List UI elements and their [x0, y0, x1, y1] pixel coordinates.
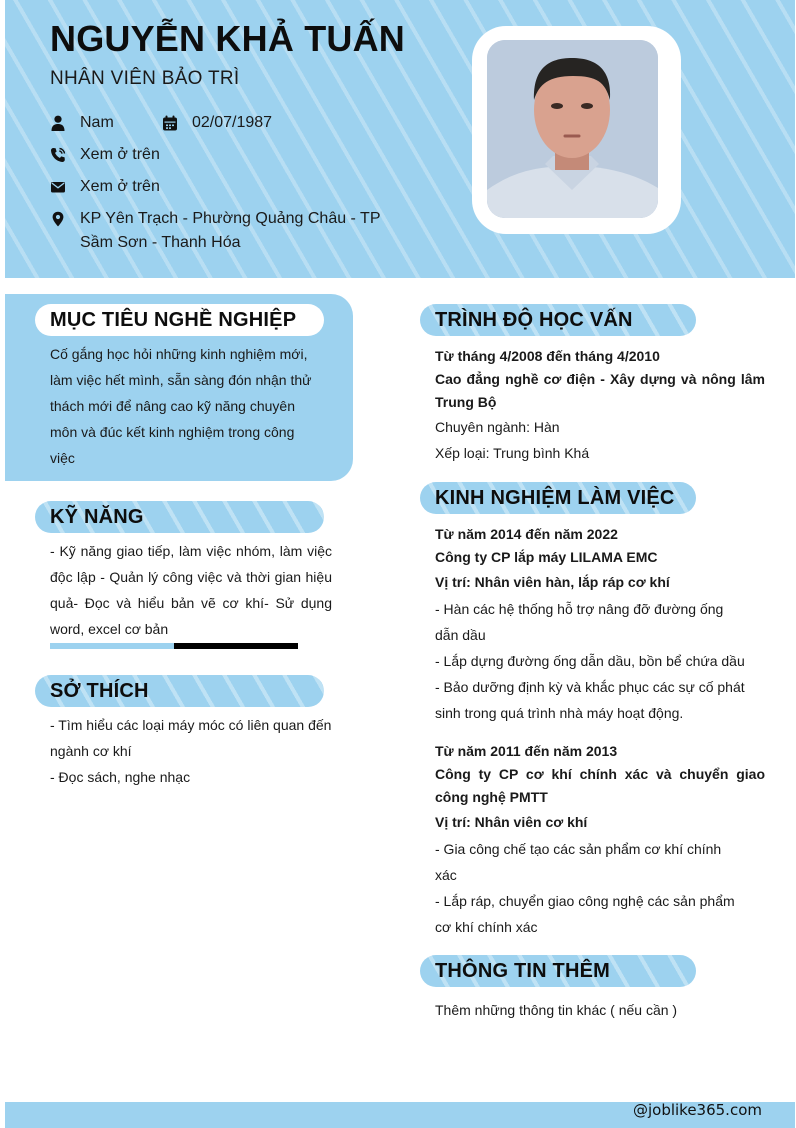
skill-level-fill — [50, 643, 174, 649]
address-row — [50, 207, 410, 255]
objective-text: Cố gắng học hỏi những kinh nghiệm mới, làm việc hết mình, sẵn sàng đón nhận thử thách mới để nâng cao kỹ năng chuyên môn và đúc kết kinh nghiệm trong công việc — [50, 346, 312, 466]
education-grade: Xếp loại: Trung bình Khá — [435, 445, 590, 461]
phone-row — [50, 143, 160, 167]
gender-row — [50, 111, 114, 135]
education-period: Từ tháng 4/2008 đến tháng 4/2010 — [435, 348, 660, 364]
hobby-item: - Tìm hiểu các loại máy móc có liên quan đến ngành cơ khí — [50, 717, 332, 759]
birthday-value: 02/07/1987 — [192, 114, 273, 131]
skill-level-bar — [50, 643, 298, 649]
gender-value: Nam — [80, 114, 114, 131]
phone-value: Xem ở trên — [80, 146, 160, 163]
candidate-name: NGUYỄN KHẢ TUẤN — [50, 18, 406, 59]
job-duty: - Gia công chế tạo các sản phẩm cơ khí chính xác — [435, 841, 722, 883]
job-period: Từ năm 2014 đến năm 2022 — [435, 526, 618, 542]
education-major: Chuyên ngành: Hàn — [435, 419, 560, 435]
objective-heading: MỤC TIÊU NGHỀ NGHIỆP — [35, 304, 324, 336]
job-position: Vị trí: Nhân viên hàn, lắp ráp cơ khí — [435, 574, 670, 590]
footer-watermark: @joblike365.com — [632, 1101, 762, 1119]
experience-heading: KINH NGHIỆM LÀM VIỆC — [420, 482, 696, 514]
skills-heading: KỸ NĂNG — [35, 501, 324, 533]
email-row — [50, 175, 160, 199]
hobby-item: - Đọc sách, nghe nhạc — [50, 769, 191, 785]
map-pin-icon — [50, 211, 66, 227]
email-value: Xem ở trên — [80, 178, 160, 195]
job-duty: - Hàn các hệ thống hỗ trợ nâng đỡ đường ống dẫn dầu — [435, 601, 724, 643]
skills-text: - Kỹ năng giao tiếp, làm việc nhóm, làm việc độc lập - Quản lý công việc và thời gian hiệu quả- Đọc và hiểu bản vẽ cơ khí- Sử dụng word, excel cơ bản — [50, 543, 332, 637]
job-period: Từ năm 2011 đến năm 2013 — [435, 743, 618, 759]
education-school: Cao đẳng nghề cơ điện - Xây dựng và nông lâm Trung Bộ — [435, 371, 765, 410]
profile-photo — [487, 40, 658, 218]
additional-info-text: Thêm những thông tin khác ( nếu cần ) — [435, 1002, 678, 1018]
footer-bar — [5, 1102, 795, 1128]
hobbies-heading: SỞ THÍCH — [35, 675, 324, 707]
calendar-icon — [162, 115, 178, 131]
job-company: Công ty CP cơ khí chính xác và chuyển giao công nghệ PMTT — [435, 766, 765, 805]
header-banner — [5, 0, 795, 278]
job-position: Vị trí: Nhân viên cơ khí — [435, 814, 588, 830]
user-icon — [50, 115, 66, 131]
profile-photo-frame — [472, 26, 681, 234]
job-duty: - Lắp ráp, chuyển giao công nghệ các sản phẩm cơ khí chính xác — [435, 893, 735, 935]
address-value: KP Yên Trạch - Phường Quảng Châu - TP Sầm Sơn - Thanh Hóa — [80, 210, 381, 251]
job-company: Công ty CP lắp máy LILAMA EMC — [435, 549, 658, 565]
job-duty: - Lắp dựng đường ống dẫn dầu, bồn bể chứa dầu — [435, 653, 745, 669]
envelope-icon — [50, 179, 66, 195]
job-title: NHÂN VIÊN BẢO TRÌ — [50, 68, 240, 89]
additional-info-heading: THÔNG TIN THÊM — [420, 955, 696, 987]
phone-icon — [50, 147, 66, 163]
birthday-row — [162, 111, 272, 135]
job-duty: - Bảo dưỡng định kỳ và khắc phục các sự cố phát sinh trong quá trình nhà máy hoạt động. — [435, 679, 745, 721]
education-heading: TRÌNH ĐỘ HỌC VẤN — [420, 304, 696, 336]
